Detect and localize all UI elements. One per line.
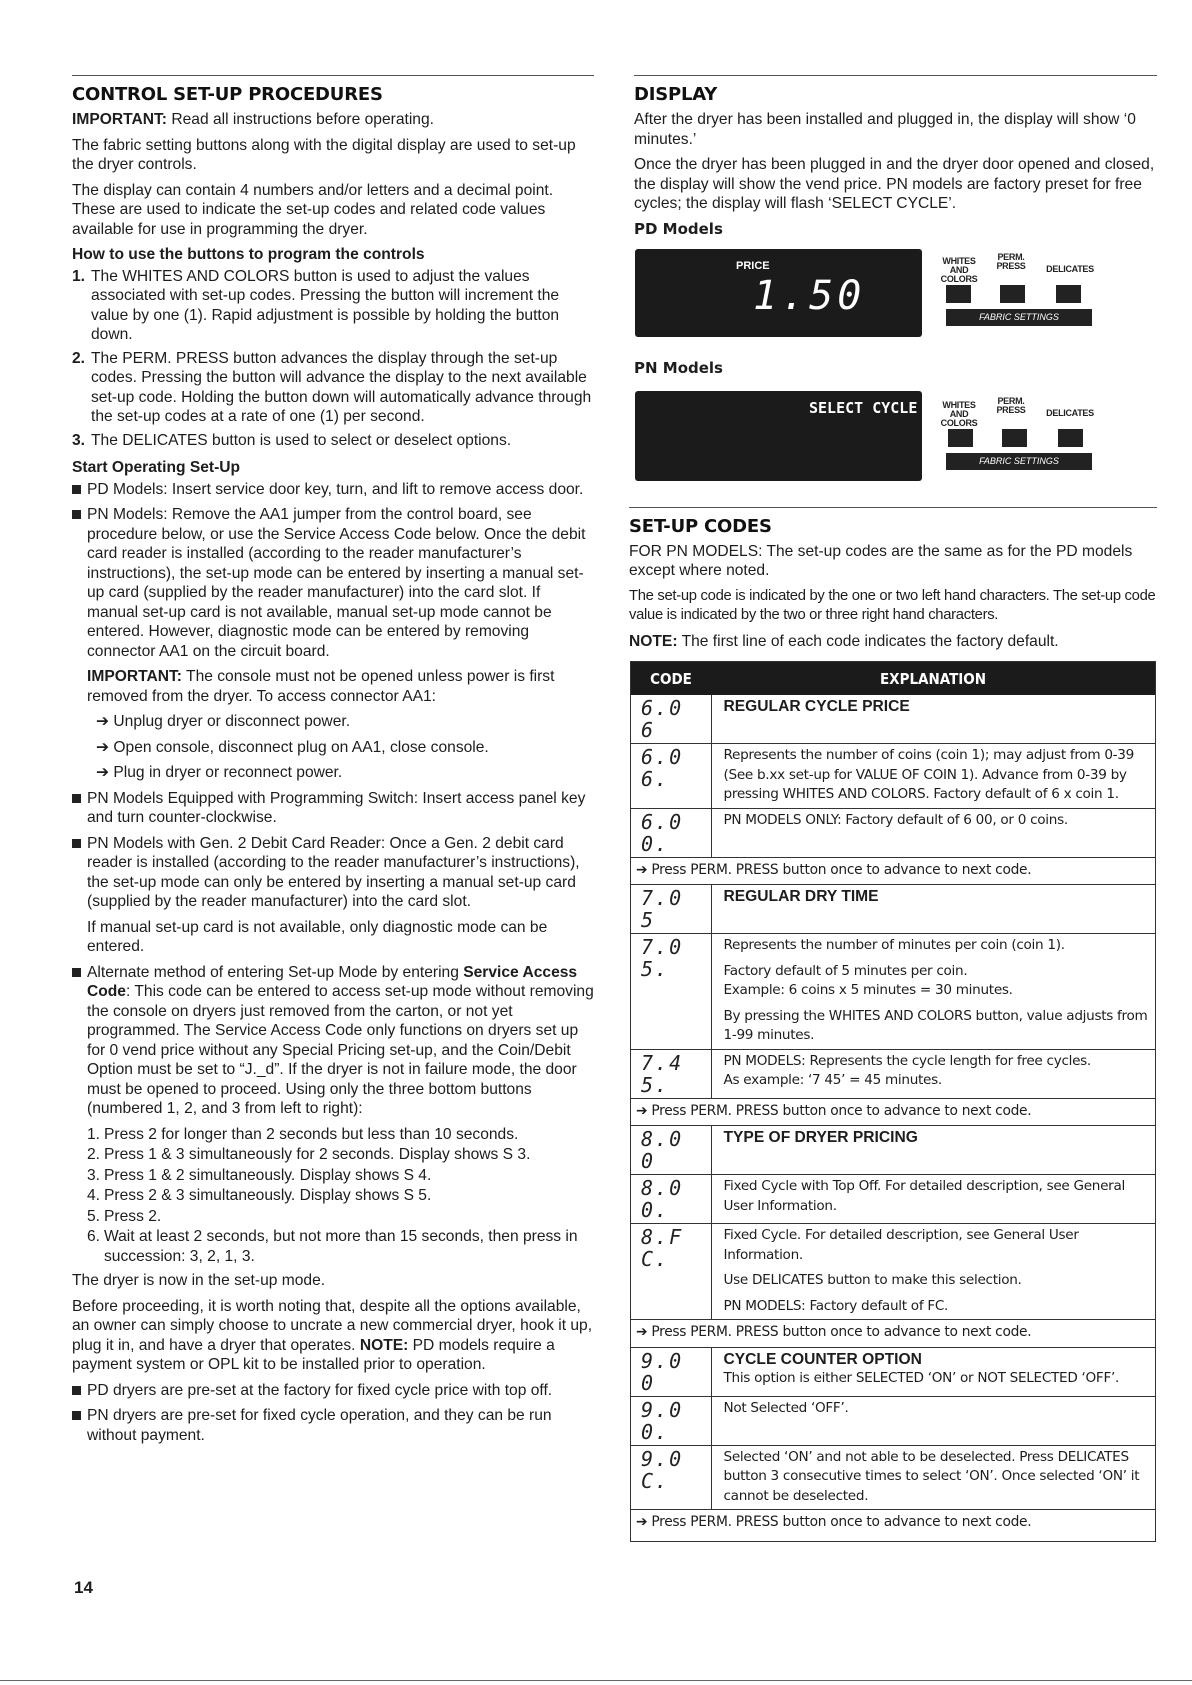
- setup-code: 6.0 6: [631, 695, 711, 744]
- code-explanation: [711, 1224, 1155, 1320]
- table-row: [631, 1510, 1155, 1541]
- bullet-item: [72, 963, 594, 1119]
- left-column: [72, 75, 594, 1451]
- code-explanation: PN MODELS ONLY: Factory default of 6 00, or 0 coins.: [711, 808, 1155, 857]
- digital-display: [635, 249, 922, 337]
- bullet-item: [72, 505, 594, 661]
- paragraph: The set-up code is indicated by the one or two left hand characters. The set-up code value is indicated by the two or three right hand characters.: [629, 587, 1156, 623]
- code-explanation: Not Selected ‘OFF’.: [711, 1396, 1155, 1445]
- fabric-settings-buttons: [936, 253, 1126, 337]
- explanation-line: Fixed Cycle. For detailed description, see General User Information.: [723, 1227, 1079, 1263]
- paragraph: Once the dryer has been plugged in and the dryer door opened and closed, the display will show the vend price. PN models are factory preset for free cycles; the display will flash ‘SELECT CYCLE’.: [634, 156, 1155, 212]
- paragraph: The display can contain 4 numbers and/or letters and a decimal point. These are used to indicate the set-up codes and related code values available for use in programming the dryer.: [72, 181, 554, 238]
- table-row: [631, 1049, 1155, 1098]
- arrow-step: ➔ Open console, disconnect plug on AA1, close console.: [96, 738, 489, 756]
- advance-instruction: ➔ Press PERM. PRESS button once to advance to next code.: [631, 1510, 1155, 1541]
- item-number: 3.: [72, 431, 86, 449]
- table-row: [631, 1224, 1155, 1320]
- note-paragraph: [629, 632, 1157, 652]
- step-number: 6.: [87, 1228, 101, 1245]
- code-explanation: Represents the number of coins (coin 1); may adjust from 0-39 (See b.xx set-up for VALUE OF COIN 1). Advance from 0-39 by pressing WHITES AND COLORS. Factory default of 6 x coin 1.: [711, 744, 1155, 809]
- step-number: 1.: [87, 1125, 101, 1143]
- section-title: DISPLAY: [634, 84, 718, 105]
- advance-instruction: ➔ Press PERM. PRESS button once to advance to next code.: [631, 1320, 1155, 1348]
- explanation-line: PN MODELS: Factory default of FC.: [723, 1297, 949, 1314]
- bullet-text: PN Models Equipped with Programming Switch: Insert access panel key and turn counter-clockwise.: [87, 789, 586, 826]
- setup-code: 8.F C.: [631, 1224, 711, 1320]
- item-number: 1.: [72, 267, 86, 285]
- fabric-settings-buttons: [936, 397, 1126, 481]
- paragraph: The dryer is now in the set-up mode.: [72, 1272, 326, 1289]
- step-text: Press 1 & 2 simultaneously. Display shows S 4.: [104, 1166, 432, 1184]
- setup-code: 7.0 5.: [631, 934, 711, 1050]
- explanation-line: Example: 6 coins x 5 minutes = 30 minutes.: [723, 982, 1013, 998]
- service-access-code-label: Service Access Code: [87, 963, 578, 1000]
- code-heading: REGULAR CYCLE PRICE: [723, 698, 910, 715]
- page-number: 14: [74, 1578, 93, 1597]
- perm-press-label: PERM. PRESS: [996, 395, 1026, 415]
- table-row: [631, 744, 1155, 809]
- table-row: [631, 1098, 1155, 1126]
- digital-display: [635, 391, 922, 481]
- fabric-settings-label: FABRIC SETTINGS: [946, 309, 1092, 326]
- bullet-item: [72, 1381, 594, 1401]
- whites-colors-button[interactable]: [948, 429, 973, 447]
- delicates-button[interactable]: [1058, 429, 1083, 447]
- bullet-text: PN dryers are pre-set for fixed cycle operation, and they can be run without payment.: [87, 1407, 552, 1444]
- section-title: SET-UP CODES: [629, 515, 772, 537]
- table-row: [631, 885, 1155, 934]
- bullet-text: [87, 963, 594, 1119]
- important-text: Read all instructions before operating.: [167, 111, 434, 128]
- section-rule: [634, 75, 1157, 76]
- code-heading-cell: [711, 1347, 1155, 1396]
- perm-press-button[interactable]: [1000, 285, 1025, 303]
- square-bullet-icon: [72, 510, 81, 519]
- square-bullet-icon: [72, 839, 81, 848]
- table-row: [631, 1347, 1155, 1396]
- access-step: [87, 1166, 594, 1186]
- explanation-line: Use DELICATES button to make this selection.: [723, 1272, 1022, 1288]
- numbered-item: [72, 349, 594, 427]
- table-row: [631, 1396, 1155, 1445]
- bullet-item: [72, 1406, 594, 1445]
- item-text: The DELICATES button is used to select or deselect options.: [91, 431, 512, 449]
- table-row: [631, 695, 1155, 744]
- step-text: Wait at least 2 seconds, but not more than 15 seconds, then press in succession: 3, 2, 1, 3.: [104, 1228, 578, 1265]
- step-number: 2.: [87, 1146, 101, 1163]
- display-value: SELECT CYCLE: [809, 398, 918, 417]
- table-row: [631, 1126, 1155, 1175]
- access-step: [87, 1227, 594, 1266]
- square-bullet-icon: [72, 1386, 81, 1395]
- bullet-text: PN Models with Gen. 2 Debit Card Reader: Once a Gen. 2 debit card reader is installed (according to the reader manufacturer’s instructions), the set-up mode can only be entered by inserting a manual set-up card (supplied by the reader manufacturer) into the card slot.: [87, 834, 580, 910]
- section-rule: [72, 75, 594, 76]
- step-number: 3.: [87, 1166, 101, 1184]
- setup-code: 9.0 C.: [631, 1445, 711, 1510]
- delicates-label: DELICATES: [1046, 407, 1094, 418]
- whites-colors-button[interactable]: [946, 285, 971, 303]
- table-row: [631, 1320, 1155, 1348]
- subheading: How to use the buttons to program the controls: [72, 246, 425, 263]
- access-step: [87, 1207, 594, 1227]
- item-number: 2.: [72, 349, 86, 367]
- table-row: [631, 857, 1155, 885]
- step-number: 4.: [87, 1187, 101, 1204]
- bullet-item: [72, 789, 594, 828]
- delicates-label: DELICATES: [1046, 264, 1094, 274]
- code-heading: REGULAR DRY TIME: [711, 885, 1155, 934]
- step-number: 5.: [87, 1207, 101, 1225]
- arrow-step: ➔ Unplug dryer or disconnect power.: [96, 713, 351, 730]
- access-step: [87, 1186, 594, 1206]
- explanation-line: PN MODELS: Represents the cycle length for free cycles.: [723, 1052, 1091, 1069]
- numbered-item: [72, 431, 594, 451]
- pd-control-panel: [634, 241, 1157, 337]
- note-text: The first line of each code indicates the factory default.: [677, 632, 1059, 650]
- setup-codes-table: [630, 661, 1156, 1542]
- step-text: Press 2 & 3 simultaneously. Display shows S 5.: [104, 1187, 432, 1204]
- code-explanation: Selected ‘ON’ and not able to be deselected. Press DELICATES button 3 consecutive times to select ‘ON’. Once selected ‘ON’ it cannot be deselected.: [711, 1445, 1155, 1510]
- square-bullet-icon: [72, 794, 81, 803]
- code-explanation: [711, 934, 1155, 1050]
- text-run: : This code can be entered to access set-up mode without removing the console on dryers just removed from the carton, or not yet programmed. The Service Access Code only functions on dryers set up for 0 vend price without any Special Pricing set-up, and the Coin/Debit Option must be set to “J._d”. If the dryer is not in failure mode, the door must be opened to proceed. Using only the three bottom buttons (numbered 1, 2, and 3 from left to right):: [87, 983, 594, 1117]
- table-row: [631, 808, 1155, 857]
- section-rule: [629, 507, 1157, 508]
- fabric-settings-label: FABRIC SETTINGS: [946, 453, 1092, 470]
- explanation-line: By pressing the WHITES AND COLORS button, value adjusts from 1-99 minutes.: [723, 1007, 1148, 1043]
- setup-code: 9.0 0.: [631, 1396, 711, 1445]
- table-row: [631, 934, 1155, 1050]
- setup-code: 6.0 6.: [631, 744, 711, 809]
- explanation-column-header: EXPLANATION: [711, 662, 1155, 695]
- important-note: [87, 667, 594, 706]
- pn-control-panel: [634, 381, 1157, 477]
- access-step: [87, 1145, 594, 1165]
- setup-code: 8.0 0: [631, 1126, 711, 1175]
- delicates-button[interactable]: [1056, 285, 1081, 303]
- square-bullet-icon: [72, 968, 81, 977]
- step-text: Press 2 for longer than 2 seconds but less than 10 seconds.: [104, 1125, 519, 1143]
- subheading: PN Models: [634, 359, 723, 377]
- code-heading: TYPE OF DRYER PRICING: [711, 1126, 1155, 1175]
- bullet-item: [72, 834, 594, 912]
- numbered-item: [72, 267, 594, 345]
- important-paragraph: [72, 110, 594, 130]
- code-explanation: [711, 1049, 1155, 1098]
- bullet-text: PD Models: Insert service door key, turn, and lift to remove access door.: [87, 480, 584, 498]
- advance-instruction: ➔ Press PERM. PRESS button once to advance to next code.: [631, 1098, 1155, 1126]
- square-bullet-icon: [72, 1411, 81, 1420]
- important-label: IMPORTANT:: [87, 668, 182, 685]
- code-explanation: Fixed Cycle with Top Off. For detailed description, see General User Information.: [711, 1175, 1155, 1224]
- code-heading: CYCLE COUNTER OPTION: [723, 1350, 922, 1368]
- paragraph: After the dryer has been installed and plugged in, the display will show ‘0 minutes.’: [634, 111, 1136, 148]
- setup-code: 7.0 5: [631, 885, 711, 934]
- paragraph: [72, 1297, 594, 1375]
- step-text: Press 2.: [104, 1207, 162, 1225]
- table-row: [631, 1445, 1155, 1510]
- item-text: The PERM. PRESS button advances the display through the set-up codes. Pressing the button will advance the display to the next available set-up code. Holding the button down will automatically advance through the set-up codes at a rate of one (1) per second.: [91, 349, 592, 425]
- setup-code: 6.0 0.: [631, 808, 711, 857]
- section-title: CONTROL SET-UP PROCEDURES: [72, 84, 383, 105]
- explanation-line: As example: ‘7 45’ = 45 minutes.: [723, 1072, 942, 1088]
- code-subheading: This option is either SELECTED ‘ON’ or NOT SELECTED ‘OFF’.: [723, 1370, 1120, 1386]
- perm-press-button[interactable]: [1002, 429, 1027, 447]
- step-text: Press 1 & 3 simultaneously for 2 seconds. Display shows S 3.: [104, 1146, 531, 1163]
- access-step: [87, 1125, 594, 1145]
- table-row: [631, 1175, 1155, 1224]
- arrow-step: ➔ Plug in dryer or reconnect power.: [96, 764, 343, 781]
- whites-colors-label: WHITES AND COLORS: [940, 399, 978, 428]
- setup-code: 8.0 0.: [631, 1175, 711, 1224]
- note-label: NOTE:: [629, 632, 678, 650]
- code-column-header: CODE: [631, 662, 711, 695]
- whites-colors-label: WHITES AND COLORS: [940, 256, 978, 284]
- price-label: PRICE: [736, 260, 770, 272]
- explanation-line: Factory default of 5 minutes per coin.: [723, 962, 968, 979]
- table-header: [631, 662, 1155, 695]
- subheading: PD Models: [634, 219, 723, 238]
- setup-intro: [629, 542, 1157, 652]
- bullet-item: [72, 480, 594, 500]
- text-run: PD models require a payment system or OPL kit to be installed prior to operation.: [72, 1336, 555, 1373]
- subheading: Start Operating Set-Up: [72, 459, 241, 476]
- important-label: IMPORTANT:: [72, 111, 167, 128]
- explanation-line: Represents the number of minutes per coin (coin 1).: [723, 937, 1065, 953]
- paragraph: FOR PN MODELS: The set-up codes are the same as for the PD models except where noted.: [629, 542, 1133, 579]
- perm-press-label: PERM. PRESS: [996, 252, 1026, 271]
- setup-code: 7.4 5.: [631, 1049, 711, 1098]
- text-run: Alternate method of entering Set-up Mode by entering: [87, 963, 464, 981]
- right-column: [629, 75, 1157, 1542]
- text-run: Before proceeding, it is worth noting that, despite all the options available, an owner can simply choose to uncrate a new commercial dryer, hook it up, plug it in, and have a dryer that operates.: [72, 1297, 593, 1354]
- bullet-continuation: If manual set-up card is not available, only diagnostic mode can be entered.: [87, 918, 548, 955]
- setup-code: 9.0 0: [631, 1347, 711, 1396]
- paragraph: The fabric setting buttons along with the digital display are used to set-up the dryer controls.: [72, 136, 576, 173]
- important-text: The console must not be opened unless power is first removed from the dryer. To access connector AA1:: [87, 668, 555, 705]
- square-bullet-icon: [72, 485, 81, 494]
- display-value: 1.50: [753, 273, 866, 319]
- bullet-text: PN Models: Remove the AA1 jumper from the control board, see procedure below, or use the Service Access Code below. Once the debit card reader is installed (according to the reader manufacturer’s instructions), the set-up mode can be entered by inserting a manual set-up card (supplied by the reader manufacturer) into the card slot. If manual set-up card is not available, manual set-up mode cannot be entered. However, diagnostic mode can be entered by removing connector AA1 on the circuit board.: [87, 506, 586, 660]
- note-label: NOTE:: [359, 1336, 409, 1354]
- bullet-text: PD dryers are pre-set at the factory for fixed cycle price with top off.: [87, 1381, 553, 1399]
- advance-instruction: ➔ Press PERM. PRESS button once to advance to next code.: [631, 857, 1155, 885]
- item-text: The WHITES AND COLORS button is used to adjust the values associated with set-up codes. Pressing the button will increment the value by one (1). Rapid adjustment is possible by holding the button down.: [91, 267, 560, 343]
- page-bottom-rule: [0, 1680, 1192, 1681]
